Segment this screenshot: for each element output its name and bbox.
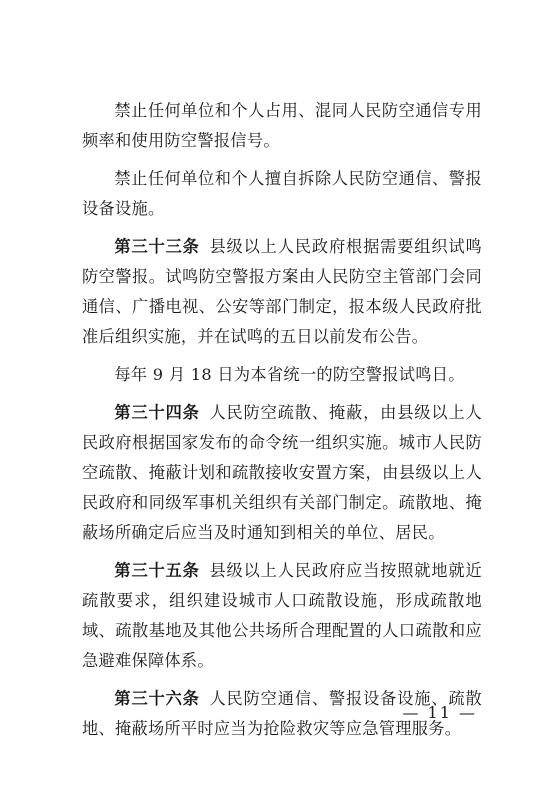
paragraph-text: 每年 9 月 18 日为本省统一的防空警报试鸣日。	[114, 365, 465, 384]
article-heading: 第三十三条	[114, 237, 200, 256]
paragraph-article-33	[82, 232, 482, 352]
paragraph-text: 县级以上人民政府根据需要组织试鸣防空警报。试鸣防空警报方案由人民防空主管部门会同通信、广播电视、公安等部门制定，报本级人民政府批准后组织实施，并在试鸣的五日以前发布公告。	[82, 237, 482, 346]
document-body	[82, 96, 482, 752]
paragraph-text: 禁止任何单位和个人擅自拆除人民防空通信、警报设备设施。	[82, 169, 482, 218]
paragraph-text: 县级以上人民政府应当按照就地就近疏散要求，组织建设城市人口疏散设施，形成疏散地域、疏散基地及其他公共场所合理配置的人口疏散和应急避难保障体系。	[82, 561, 482, 670]
article-heading: 第三十六条	[114, 689, 200, 708]
paragraph-1	[82, 96, 482, 156]
paragraph-4	[82, 360, 482, 390]
paragraph-article-34	[82, 398, 482, 548]
article-heading: 第三十五条	[114, 561, 200, 580]
paragraph-text: 禁止任何单位和个人占用、混同人民防空通信专用频率和使用防空警报信号。	[82, 101, 482, 150]
paragraph-2	[82, 164, 482, 224]
article-heading: 第三十四条	[114, 403, 200, 422]
paragraph-text: 人民防空通信、警报设备设施、疏散地、掩蔽场所平时应当为抢险救灾等应急管理服务。	[82, 689, 482, 738]
paragraph-text: 人民防空疏散、掩蔽，由县级以上人民政府根据国家发布的命令统一组织实施。城市人民防空疏散、掩蔽计划和疏散接收安置方案，由县级以上人民政府和同级军事机关组织有关部门制定。疏散地、掩蔽场所确定后应当及时通知到相关的单位、居民。	[82, 403, 482, 542]
paragraph-article-35	[82, 556, 482, 676]
page-number: — 11 —	[402, 703, 477, 722]
